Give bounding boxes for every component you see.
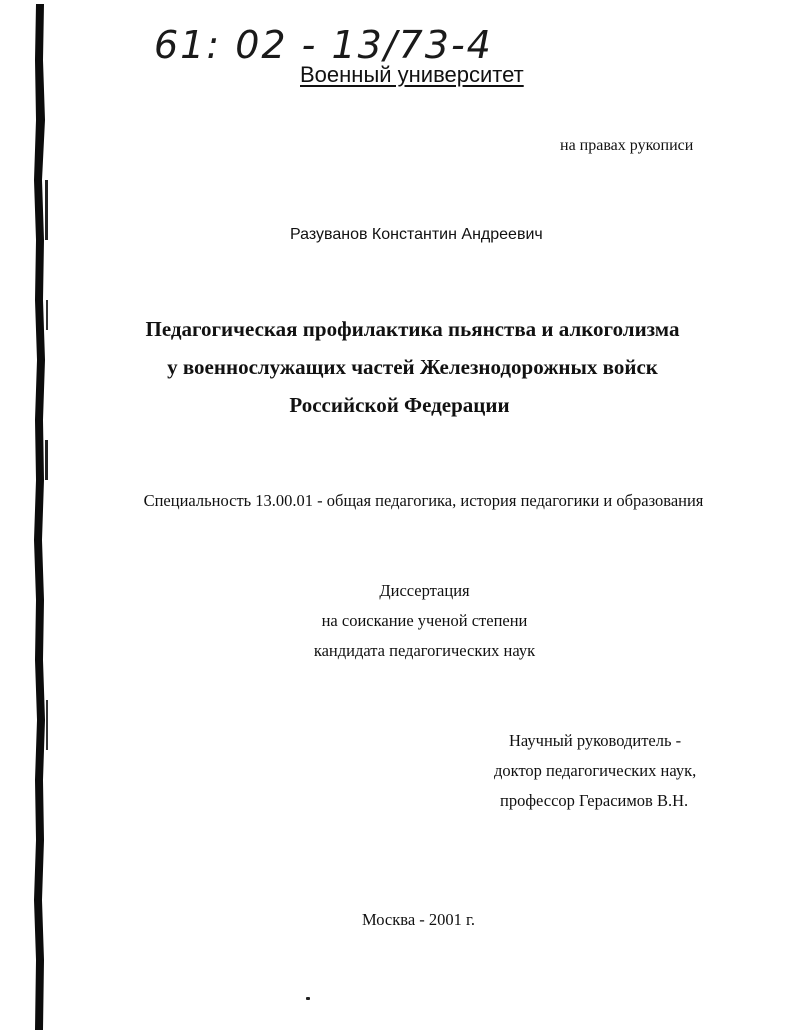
supervisor-line-1: Научный руководитель - xyxy=(509,731,682,750)
dissertation-line-2: на соискание ученой степени xyxy=(321,611,528,630)
supervisor-line-3: профессор Герасимов В.Н. xyxy=(500,791,689,810)
title-line-2: у военнослужащих частей Железнодорожных войск xyxy=(167,355,658,379)
scan-speck xyxy=(306,997,310,1000)
dissertation-line-1: Диссертация xyxy=(379,581,470,600)
scan-edge-mark xyxy=(30,0,52,1034)
supervisor-line-2: доктор педагогических наук, xyxy=(494,761,697,780)
university-name: Военный университет xyxy=(300,62,524,87)
title-line-1: Педагогическая профилактика пьянства и алкоголизма xyxy=(145,317,680,341)
handwritten-code-text: 61: 02 - 13/73-4 xyxy=(154,23,493,67)
rights-note: на правах рукописи xyxy=(560,137,694,154)
specialty-line: Специальность 13.00.01 - общая педагогика, история педагогики и образования xyxy=(143,491,704,510)
place-and-year: Москва - 2001 г. xyxy=(362,910,476,929)
author-name: Разуванов Константин Андреевич xyxy=(290,226,543,243)
title-line-3: Российской Федерации xyxy=(289,393,510,417)
dissertation-line-3: кандидата педагогических наук xyxy=(313,641,536,660)
